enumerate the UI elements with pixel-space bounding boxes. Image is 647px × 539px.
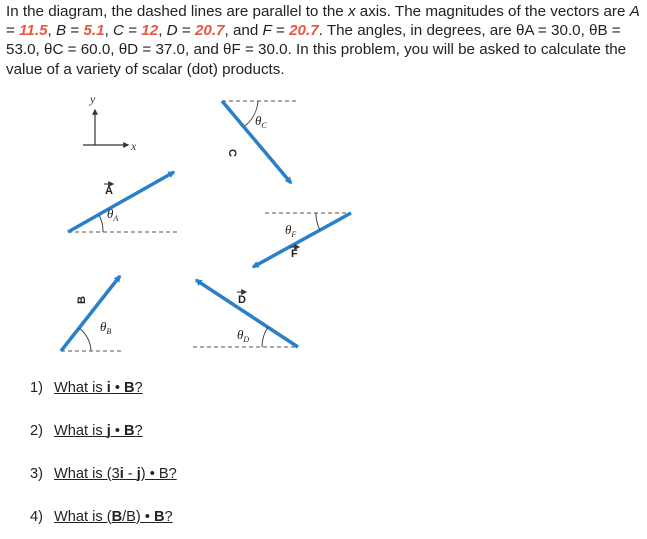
mag-f-value: 20.7 — [289, 22, 319, 40]
y-axis-label: y — [90, 92, 96, 106]
mag-b-value: 5.1 — [83, 22, 105, 40]
theta-b-label: $\theta_B$ — [100, 319, 112, 336]
question-1-link[interactable]: What is i • B? — [54, 380, 143, 396]
coordinate-axes — [83, 92, 137, 153]
vector-c-label: C — [226, 149, 238, 157]
vector-b-label: B — [76, 296, 88, 304]
problem-intro: In the diagram, the dashed lines are parallel to the x axis. The magnitudes of the vectors are A = 11.5, B = 5.1, C = 12, D = 20.7, and F = 20.7. The angles, in degrees, are θA = 30.0, θB = 53.0, θC = 60.0, θD = 37.0, and θF = 30.0. In this problem, you will be asked to calculate the value of a variety of scalar (dot) products. — [6, 3, 640, 78]
mag-a-label: A — [629, 3, 640, 20]
mag-f-label: F — [262, 22, 272, 40]
mag-c-value: 12 — [141, 22, 159, 40]
vector-b — [61, 276, 124, 351]
mag-b-label: B — [55, 22, 67, 40]
vector-d — [193, 280, 298, 347]
mag-a-value: 11.5 — [19, 22, 48, 40]
mag-c-label: C — [113, 22, 124, 40]
arrow-a — [68, 172, 174, 232]
intro-text-1: In the diagram, the dashed lines are parallel to the — [6, 3, 348, 20]
angles-list: θA = 30.0, θB = 53.0, θC = 60.0, θD = 37.0, and θF = 30.0 — [6, 22, 621, 59]
arrow-f — [253, 213, 351, 267]
angle-arc-d — [262, 327, 268, 347]
theta-c-label: $\theta_C$ — [255, 113, 267, 130]
question-2[interactable]: 2) What is j • B? — [30, 423, 143, 439]
question-2-link[interactable]: What is j • B? — [54, 423, 143, 439]
vector-c — [222, 101, 298, 183]
vector-a-label: A — [105, 185, 113, 197]
theta-a-label: $\theta_A$ — [107, 206, 119, 223]
intro-text-3: . The angles, in degrees, are — [318, 22, 516, 40]
angle-arc-f — [316, 213, 320, 230]
mag-d-value: 20.7 — [194, 22, 225, 40]
mag-d-label: D — [166, 22, 178, 40]
x-axis-symbol: x — [347, 3, 356, 20]
x-axis-label: x — [131, 139, 137, 153]
theta-d-label: $\theta_D$ — [237, 327, 250, 344]
question-1[interactable]: 1) What is i • B? — [30, 380, 143, 396]
vector-f — [253, 213, 351, 267]
theta-f-label: $\theta_F$ — [285, 222, 297, 239]
angle-arc-b — [79, 328, 91, 351]
question-4[interactable]: 4) What is (B/B) • B? — [30, 509, 173, 525]
vector-a — [68, 172, 178, 232]
intro-text-4: . In this problem, you will be asked to calculate the value of a variety of scalar (dot) products. — [6, 41, 627, 78]
angle-arc-a — [99, 215, 103, 232]
vector-d-label: D — [238, 294, 246, 306]
question-4-link[interactable]: What is (B/B) • B? — [54, 509, 173, 525]
arrow-b — [61, 276, 120, 351]
question-3-link[interactable]: What is (3i - j) • B? — [54, 466, 177, 482]
intro-text-2: axis. The magnitudes of the vectors are — [355, 3, 630, 20]
vector-f-label: F — [291, 248, 298, 260]
and-word: and — [232, 22, 263, 40]
question-3[interactable]: 3) What is (3i - j) • B? — [30, 466, 177, 482]
